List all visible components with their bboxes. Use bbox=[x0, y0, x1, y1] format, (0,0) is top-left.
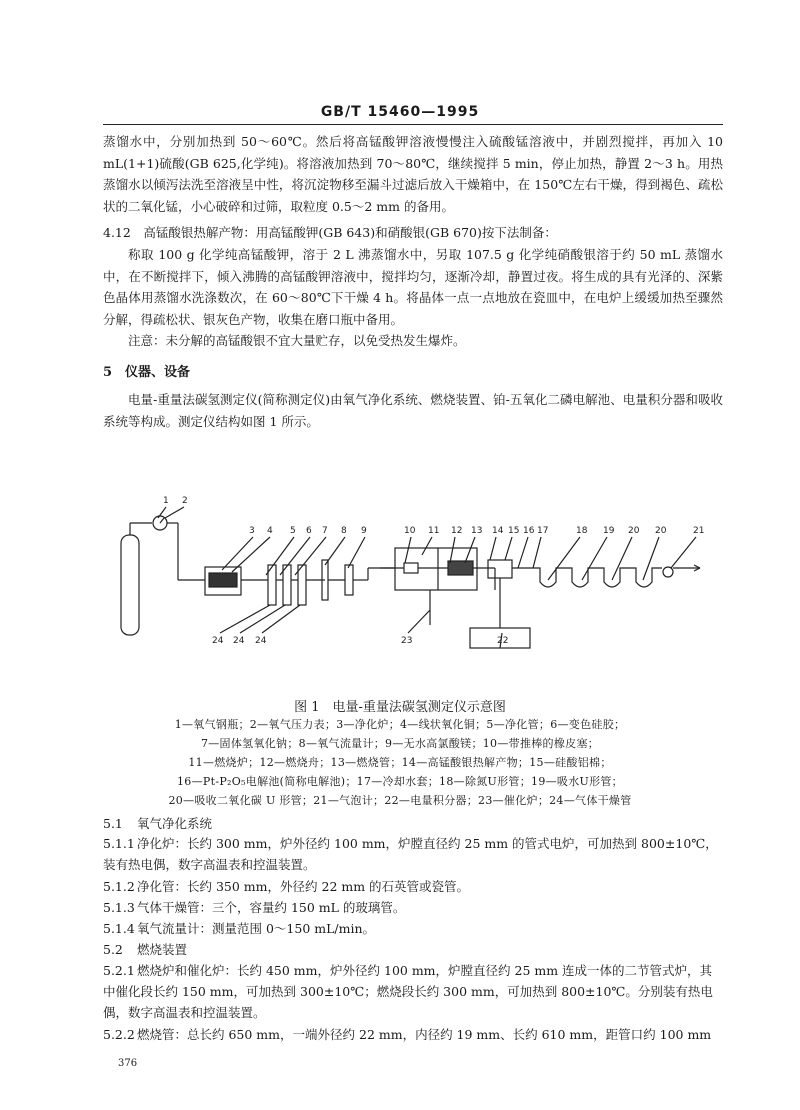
section-number: 5.1.2 bbox=[103, 879, 135, 894]
label-23: 23 bbox=[401, 636, 413, 646]
perchlorate-tube bbox=[345, 565, 353, 595]
figure-legend-line: 16—Pt-P₂O₅电解池(简称电解池)；17—冷却水套；18—除氮U形管；19—吸水U形管； bbox=[177, 775, 623, 788]
section-number: 5.1.4 bbox=[103, 921, 135, 936]
label-20a: 20 bbox=[628, 526, 640, 536]
label-24c: 24 bbox=[255, 636, 267, 646]
section-text: 氧气流量计：测量范围 0～150 mL/min。 bbox=[137, 921, 376, 936]
u-tube-nitrogen bbox=[530, 568, 566, 587]
section-text: 气体干燥管：三个，容量约 150 mL 的玻璃管。 bbox=[137, 900, 406, 915]
clause-4-12: 4.12 高锰酸银热解产物：用高锰酸钾(GB 643)和硝酸银(GB 670)按下法制备： bbox=[103, 225, 557, 240]
drying-tube-2 bbox=[283, 565, 291, 605]
drying-tube-3 bbox=[298, 565, 306, 605]
section-number: 5.2.1 bbox=[103, 963, 135, 978]
label-22: 22 bbox=[497, 636, 509, 646]
label-13: 13 bbox=[471, 526, 483, 536]
section-number: 5.2.2 bbox=[103, 1027, 135, 1042]
label-15: 15 bbox=[508, 526, 520, 536]
section-text: 燃烧装置 bbox=[137, 942, 188, 957]
section-text: 净化管：长约 350 mm，外径约 22 mm 的石英管或瓷管。 bbox=[137, 879, 470, 894]
section-5-1-1 bbox=[103, 833, 723, 875]
standard-header: GB/T 15460—1995 bbox=[320, 104, 480, 120]
label-18: 18 bbox=[576, 526, 588, 536]
paragraph-caution: 注意：未分解的高锰酸银不宜大量贮存，以免受热发生爆炸。 bbox=[128, 333, 466, 348]
section-text: 氧气净化系统 bbox=[137, 816, 213, 831]
u-tube-co2-1 bbox=[598, 568, 630, 587]
oxygen-cylinder bbox=[121, 535, 139, 635]
section-5-2-2 bbox=[103, 1024, 723, 1045]
section-text: 燃烧管：总长约 650 mm，一端外径约 22 mm，内径约 19 mm、长约 610 mm，距管口约 100 mm bbox=[137, 1027, 712, 1042]
figure-legend-line: 11—燃烧炉；12—燃烧舟；13—燃烧管；14—高锰酸银热解产物；15—硅酸铝棉； bbox=[188, 756, 612, 769]
label-8: 8 bbox=[341, 526, 347, 536]
paragraph-apparatus: 电量-重量法碳氢测定仪(简称测定仪)由氧气净化系统、燃烧装置、铂-五氧化二磷电解池、电量积分器和吸收系统等构成。测定仪结构如图 1 所示。 bbox=[103, 392, 723, 429]
electrolysis-cell bbox=[488, 560, 512, 578]
label-7: 7 bbox=[322, 526, 328, 536]
figure-legend-line: 1—氧气钢瓶；2—氧气压力表；3—净化炉；4—线状氧化铜；5—净化管；6—变色硅胶； bbox=[174, 718, 626, 731]
page-number: 376 bbox=[118, 1058, 138, 1069]
bubble-counter bbox=[663, 567, 673, 577]
label-20b: 20 bbox=[655, 526, 667, 536]
section-text: 净化炉：长约 300 mm，炉外径约 100 mm，炉膛直径约 25 mm 的管式电炉，可加热到 800±10℃，装有热电偶，数字高温表和控温装置。 bbox=[103, 836, 718, 872]
section-5-heading: 5 仪器、设备 bbox=[103, 365, 191, 380]
section-number: 5.1.1 bbox=[103, 836, 135, 851]
section-5-2-1 bbox=[103, 960, 723, 1023]
section-5-1-3 bbox=[103, 897, 723, 918]
label-24b: 24 bbox=[233, 636, 245, 646]
u-tube-water bbox=[566, 568, 598, 587]
figure-caption: 图 1 电量-重量法碳氢测定仪示意图 bbox=[294, 700, 506, 715]
section-number: 5.1.3 bbox=[103, 900, 135, 915]
figure-legend-line: 7—固体氢氧化钠；8—氧气流量计；9—无水高氯酸镁；10—带推棒的橡皮塞； bbox=[200, 737, 600, 750]
section-number: 5.1 bbox=[103, 816, 123, 831]
label-9: 9 bbox=[361, 526, 367, 536]
figure-legend-line: 20—吸收二氧化碳 U 形管；21—气泡计；22—电量积分器；23—催化炉；24—气体干燥管 bbox=[168, 794, 632, 807]
section-text: 燃烧炉和催化炉：长约 450 mm，炉外径约 100 mm，炉膛直径约 25 mm 连成一体的二节管式炉，其中催化段长约 150 mm，可加热到 300±10℃；燃烧段长约 300 mm，可加热到 800±10℃。分别装有热电偶，数字高温表和控温装置。 bbox=[103, 963, 713, 1020]
label-10: 10 bbox=[404, 526, 416, 536]
section-5-1-2 bbox=[103, 876, 723, 897]
label-5: 5 bbox=[290, 526, 296, 536]
label-11: 11 bbox=[428, 526, 440, 536]
label-24a: 24 bbox=[212, 636, 224, 646]
label-6: 6 bbox=[306, 526, 312, 536]
section-5-1-4 bbox=[103, 918, 723, 939]
label-17: 17 bbox=[537, 526, 549, 536]
label-19: 19 bbox=[603, 526, 615, 536]
label-4: 4 bbox=[267, 526, 273, 536]
label-2: 2 bbox=[182, 496, 188, 506]
section-5-1 bbox=[103, 813, 723, 834]
label-3: 3 bbox=[249, 526, 255, 536]
section-5-2 bbox=[103, 939, 723, 960]
label-14: 14 bbox=[492, 526, 504, 536]
paragraph-manganese-dioxide: 蒸馏水中，分别加热到 50～60℃。然后将高锰酸钾溶液慢慢注入硫酸锰溶液中，并剧烈搅拌，再加入 10 mL(1+1)硫酸(GB 625,化学纯)。将溶液加热到 70～80℃，继续搅拌 5 min，停止加热，静置 2～3 h。用热蒸馏水以倾泻法洗至溶液呈中性，将沉淀物移至漏斗过滤后放入干燥箱中，在 150℃左右干燥，得到褐色、疏松状的二氧化锰，小心破碎和过筛，取粒度 0.5～2 mm 的备用。 bbox=[103, 134, 723, 214]
section-number: 5.2 bbox=[103, 942, 123, 957]
label-12: 12 bbox=[451, 526, 463, 536]
label-21: 21 bbox=[693, 526, 705, 536]
paragraph-silver-permanganate: 称取 100 g 化学纯高锰酸钾，溶于 2 L 沸蒸馏水中，另取 107.5 g 化学纯硝酸银溶于约 50 mL 蒸馏水中，在不断搅拌下，倾入沸腾的高锰酸钾溶液中，搅拌均匀，逐渐冷却，静置过夜。将生成的具有光泽的、深紫色晶体用蒸馏水洗涤数次，在 60～80℃下干燥 4 h。将晶体一点一点地放在瓷皿中，在电炉上缓缓加热至骤然分解，得疏松状、银灰色产物，收集在磨口瓶中备用。 bbox=[103, 247, 723, 327]
label-1: 1 bbox=[163, 496, 169, 506]
label-16: 16 bbox=[523, 526, 535, 536]
